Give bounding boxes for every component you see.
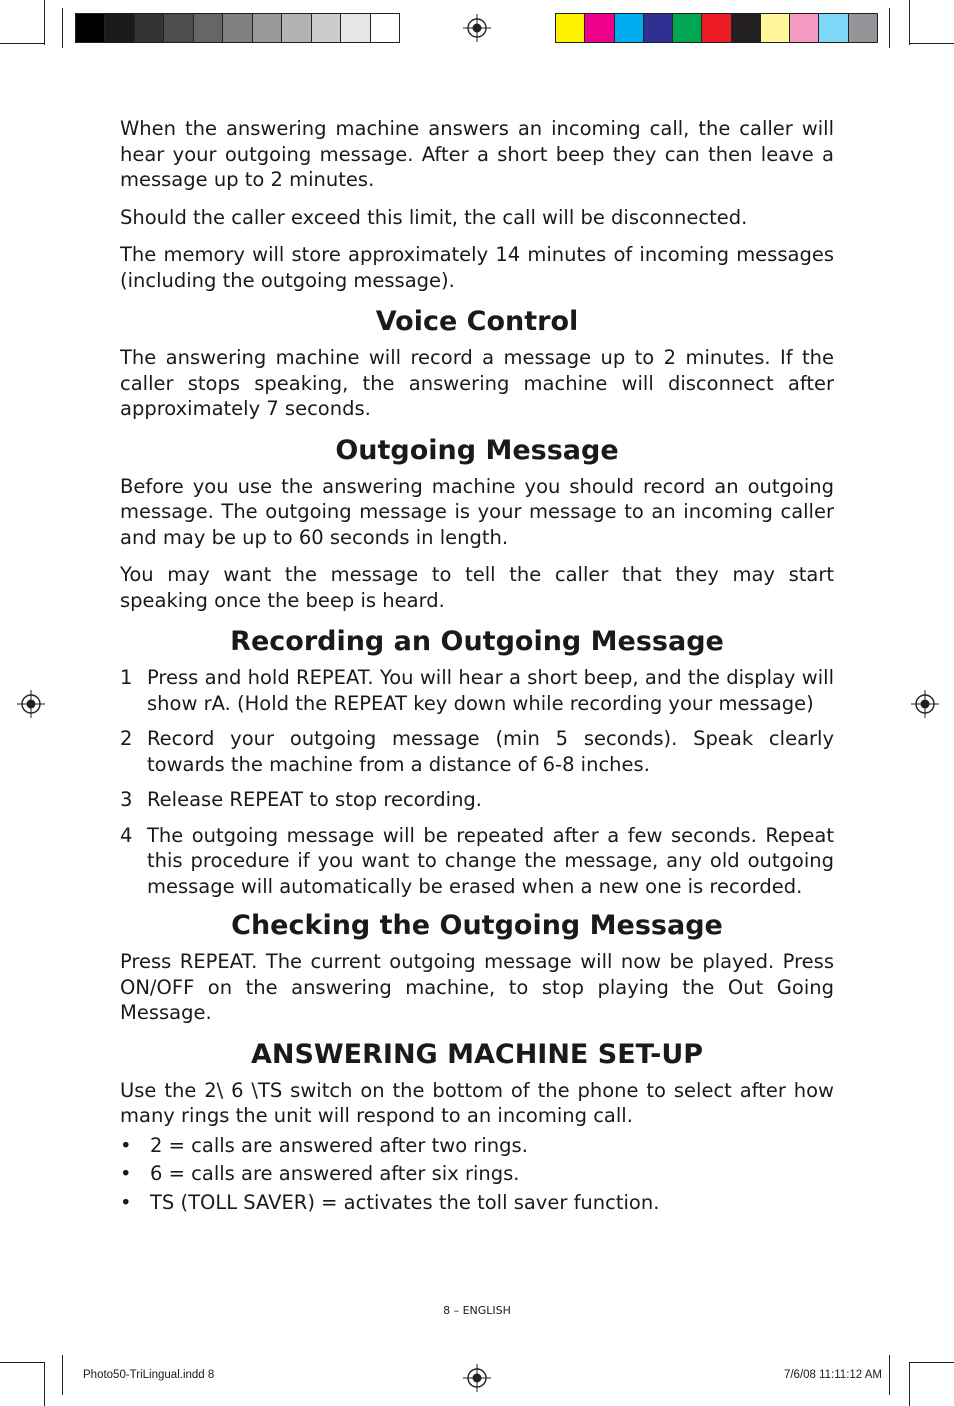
page-number: 8 – ENGLISH: [443, 1304, 511, 1317]
color-swatch: [76, 14, 105, 42]
crop-mark: [909, 1362, 910, 1406]
step-number: 2: [120, 727, 133, 750]
slug-rule: [62, 8, 63, 48]
crop-mark: [44, 1362, 45, 1406]
intro-paragraph: The memory will store approximately 14 minutes of incoming messages (including the outgoing message).: [120, 243, 834, 292]
page-content: [120, 116, 834, 1218]
section-heading-voice-control: Voice Control: [375, 306, 579, 337]
crop-mark: [909, 0, 910, 45]
bullet-text: TS (TOLL SAVER) = activates the toll saver function.: [150, 1190, 660, 1214]
color-swatch: [585, 14, 614, 42]
color-swatch: [790, 14, 819, 42]
color-swatch: [253, 14, 282, 42]
bullet-text: 6 = calls are answered after six rings.: [150, 1162, 520, 1185]
list-item: [120, 787, 834, 813]
section-heading-checking: Checking the Outgoing Message: [231, 910, 723, 941]
slug-timestamp: 7/6/08 11:11:12 AM: [783, 1369, 882, 1381]
color-swatch: [644, 14, 673, 42]
color-calibration-bar: [555, 13, 878, 43]
step-text: The outgoing message will be repeated after a few seconds. Repeat this procedure if you want to change the message, any old outgoing message will automatically be erased when a new one is recorded.: [147, 823, 834, 898]
list-item: [120, 823, 834, 900]
list-item: [120, 726, 834, 777]
color-swatch: [761, 14, 790, 42]
step-number: 1: [120, 666, 133, 689]
grayscale-calibration-bar: [75, 13, 400, 43]
registration-target-icon: [463, 1364, 491, 1392]
bullet-icon: •: [120, 1190, 132, 1214]
bullet-text: 2 = calls are answered after two rings.: [150, 1133, 528, 1157]
list-item: [120, 1161, 834, 1187]
slug-rule: [889, 8, 890, 48]
color-swatch: [282, 14, 311, 42]
color-swatch: [849, 14, 877, 42]
voice-control-paragraph: The answering machine will record a message up to 2 minutes. If the caller stops speaking, the answering machine will disconnect after approximately 7 seconds.: [120, 346, 834, 420]
registration-target-icon: [17, 690, 45, 718]
crop-mark: [0, 43, 45, 44]
slug-rule: [889, 1355, 890, 1395]
slug-rule: [62, 1355, 63, 1395]
intro-paragraph: Should the caller exceed this limit, the call will be disconnected.: [120, 205, 748, 229]
step-text: Record your outgoing message (min 5 seconds). Speak clearly towards the machine from a distance of 6-8 inches.: [147, 727, 834, 776]
setup-bullet-list: [120, 1133, 834, 1216]
section-heading-recording: Recording an Outgoing Message: [230, 626, 724, 657]
bullet-icon: •: [120, 1133, 132, 1157]
crop-mark: [909, 43, 954, 44]
intro-paragraph: When the answering machine answers an incoming call, the caller will hear your outgoing message. After a short beep they can then leave a message up to 2 minutes.: [120, 117, 834, 191]
color-swatch: [819, 14, 848, 42]
outgoing-message-paragraph: You may want the message to tell the caller that they may start speaking once the beep is heard.: [120, 563, 834, 612]
color-swatch: [135, 14, 164, 42]
section-heading-setup: ANSWERING MACHINE SET-UP: [250, 1038, 704, 1070]
step-text: Release REPEAT to stop recording.: [147, 788, 483, 811]
color-swatch: [732, 14, 761, 42]
color-swatch: [556, 14, 585, 42]
setup-paragraph: Use the 2\ 6 \TS switch on the bottom of the phone to select after how many rings the unit will respond to an incoming call.: [120, 1078, 834, 1127]
color-swatch: [371, 14, 399, 42]
step-text: Press and hold REPEAT. You will hear a short beep, and the display will show rA. (Hold the REPEAT key down while recording your message): [147, 666, 834, 715]
step-number: 3: [120, 788, 133, 811]
color-swatch: [615, 14, 644, 42]
registration-target-icon: [911, 690, 939, 718]
color-swatch: [223, 14, 252, 42]
color-swatch: [194, 14, 223, 42]
list-item: [120, 1133, 834, 1159]
crop-mark: [44, 0, 45, 45]
color-swatch: [702, 14, 731, 42]
list-item: [120, 1190, 834, 1216]
registration-target-icon: [463, 14, 491, 42]
slug-filename: Photo50-TriLingual.indd 8: [83, 1369, 215, 1381]
recording-steps-list: [120, 665, 834, 899]
step-number: 4: [120, 823, 133, 847]
bullet-icon: •: [120, 1162, 132, 1185]
crop-mark: [909, 1362, 954, 1363]
outgoing-message-paragraph: Before you use the answering machine you should record an outgoing message. The outgoing message is your message to an incoming caller and may be up to 60 seconds in length.: [120, 474, 834, 549]
color-swatch: [341, 14, 370, 42]
checking-paragraph: Press REPEAT. The current outgoing message will now be played. Press ON/OFF on the answering machine, to stop playing the Out Going Message.: [120, 950, 834, 1024]
color-swatch: [164, 14, 193, 42]
crop-mark: [0, 1362, 45, 1363]
color-swatch: [105, 14, 134, 42]
list-item: [120, 665, 834, 716]
section-heading-outgoing-message: Outgoing Message: [335, 434, 619, 466]
color-swatch: [312, 14, 341, 42]
color-swatch: [673, 14, 702, 42]
